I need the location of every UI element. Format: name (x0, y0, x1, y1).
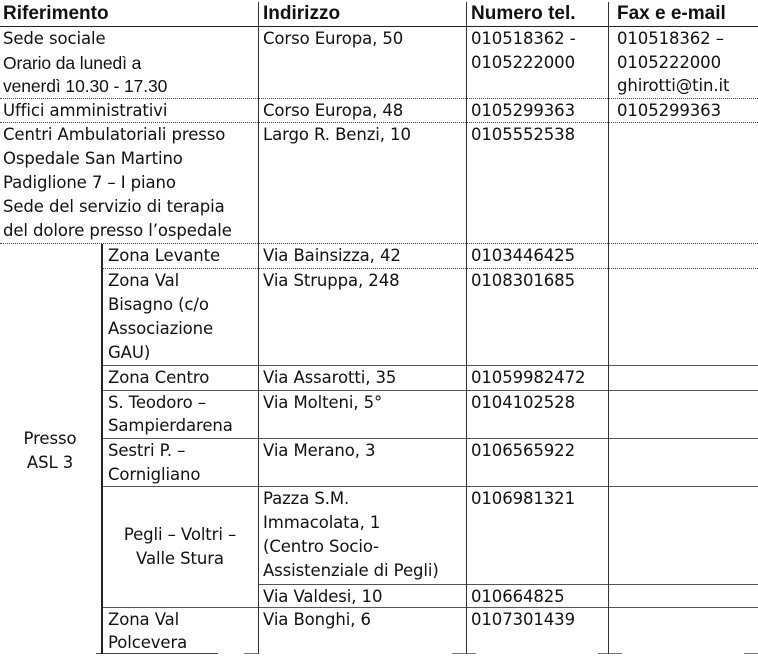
cell-zona: Associazione (108, 319, 214, 338)
row-rule (102, 486, 758, 487)
cell-riferimento: Orario da lunedì a (3, 53, 142, 73)
cell-telefono: 0106565922 (471, 441, 575, 460)
cell-telefono: 0108301685 (471, 271, 575, 290)
cell-zona: Sestri P. – (108, 441, 186, 460)
asl-group-label: Presso (23, 429, 77, 448)
cell-zona: Valle Stura (136, 549, 224, 568)
cell-riferimento: Uffici amministrativi (3, 101, 168, 120)
cell-indirizzo: Corso Europa, 50 (263, 29, 404, 48)
cell-indirizzo: Via Molteni, 5° (263, 393, 383, 412)
cell-zona: GAU) (108, 343, 151, 362)
cell-riferimento: venerdì 10.30 - 17.30 (3, 76, 168, 96)
cell-riferimento: Ospedale San Martino (3, 149, 183, 168)
cell-zona: Zona Centro (108, 368, 210, 387)
cell-indirizzo: Via Bainsizza, 42 (263, 246, 401, 265)
cell-indirizzo: Assistenziale di Pegli) (263, 561, 439, 580)
cell-fax: 010518362 – (617, 29, 724, 48)
cell-indirizzo: Corso Europa, 48 (263, 101, 404, 120)
cell-zona: Sampierdarena (108, 416, 233, 435)
cell-zona: S. Teodoro – (108, 393, 206, 412)
cell-telefono: 0105222000 (471, 53, 575, 72)
cell-fax: 0105222000 (617, 53, 721, 72)
cell-indirizzo: Via Valdesi, 10 (263, 587, 383, 606)
asl-group-label: ASL 3 (26, 453, 74, 472)
cell-zona: Polcevera (108, 633, 188, 652)
cell-riferimento: Centri Ambulatoriali presso (3, 125, 226, 144)
cell-zona: Cornigliano (108, 465, 201, 484)
column-divider (466, 2, 467, 654)
cell-indirizzo: Via Struppa, 248 (263, 271, 400, 290)
cell-telefono: 0104102528 (471, 393, 575, 412)
cell-telefono: 010518362 - (471, 29, 576, 48)
cell-indirizzo: Via Bonghi, 6 (263, 610, 371, 629)
cell-fax: 0105299363 (617, 101, 721, 120)
bottom-stub (244, 653, 258, 654)
column-header-riferimento: Riferimento (3, 3, 109, 24)
cell-riferimento: del dolore presso l’ospedale (3, 221, 232, 240)
cell-telefono: 0105552538 (471, 125, 575, 144)
row-rule (102, 607, 758, 608)
cell-riferimento: Sede del servizio di terapia (3, 197, 225, 216)
cell-telefono: 0103446425 (471, 246, 575, 265)
cell-indirizzo: Immacolata, 1 (263, 513, 381, 532)
column-header-telefono: Numero tel. (471, 3, 576, 24)
cell-telefono: 0106981321 (471, 489, 575, 508)
cell-riferimento: Padiglione 7 – I piano (3, 173, 176, 192)
cell-zona: Zona Levante (108, 246, 221, 265)
bottom-stub (452, 653, 476, 654)
bottom-stub (744, 653, 758, 654)
bottom-stub (598, 653, 622, 654)
cell-zona: Zona Val (108, 610, 180, 629)
cell-indirizzo: Largo R. Benzi, 10 (263, 125, 411, 144)
cell-indirizzo: Via Merano, 3 (263, 441, 376, 460)
column-header-fax-email: Fax e e-mail (617, 3, 726, 24)
cell-zona: Pegli – Voltri – (123, 525, 237, 544)
column-header-indirizzo: Indirizzo (263, 3, 341, 24)
column-divider (608, 2, 609, 654)
email-text: ghirotti@tin.it (617, 76, 730, 95)
cell-zona: Bisagno (c/o (108, 295, 209, 314)
cell-indirizzo: Pazza S.M. (263, 489, 350, 508)
cell-riferimento: Sede sociale (3, 29, 106, 48)
cell-telefono: 01059982472 (471, 368, 586, 387)
cell-indirizzo: Via Assarotti, 35 (263, 368, 397, 387)
cell-indirizzo: (Centro Socio- (263, 537, 379, 556)
cell-zona: Zona Val (108, 271, 180, 290)
column-divider (101, 244, 103, 654)
cell-telefono: 0107301439 (471, 610, 575, 629)
column-divider (258, 2, 259, 654)
cell-telefono: 010664825 (471, 587, 565, 606)
cell-telefono: 0105299363 (471, 101, 575, 120)
